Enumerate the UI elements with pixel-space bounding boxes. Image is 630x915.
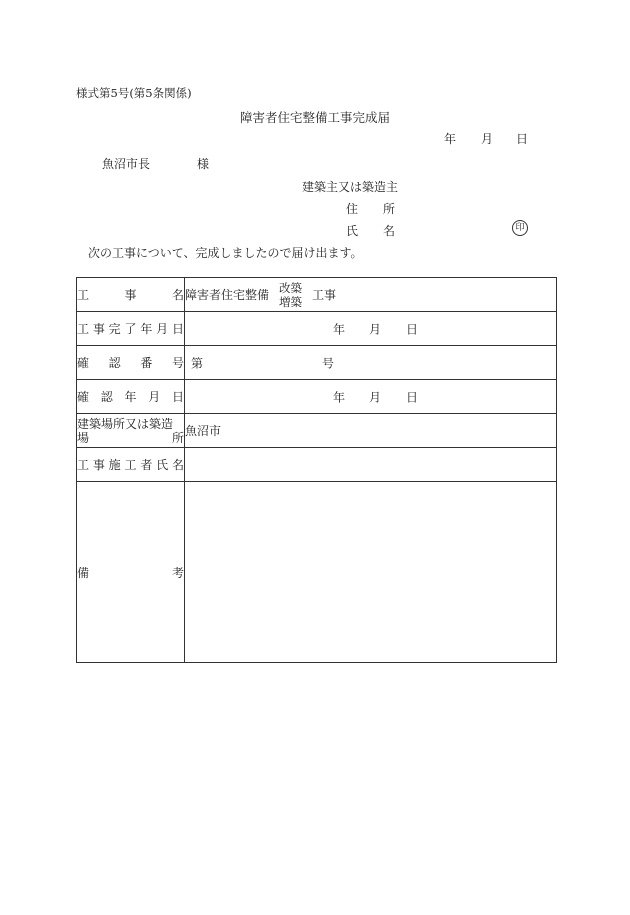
confirmation-date-label bbox=[77, 380, 185, 414]
addressee-honorific: 様 bbox=[197, 157, 210, 171]
label-char: 氏 bbox=[156, 458, 169, 472]
row-site bbox=[77, 414, 557, 448]
row-completion-date bbox=[77, 312, 557, 346]
label-char: 月 bbox=[148, 390, 161, 404]
label-char: 年 bbox=[124, 390, 137, 404]
row-work-name bbox=[77, 278, 557, 312]
label-char: 考 bbox=[171, 565, 184, 580]
label-char: 日 bbox=[171, 322, 184, 336]
label-char: 確 bbox=[77, 356, 90, 370]
label-char: 名 bbox=[171, 288, 184, 302]
row-confirmation-number bbox=[77, 346, 557, 380]
name-label-char-1: 氏 bbox=[346, 224, 359, 238]
year-label: 年 bbox=[444, 132, 457, 146]
form-number: 様式第5号(第5条関係) bbox=[76, 86, 192, 100]
completion-date-field[interactable] bbox=[185, 312, 557, 346]
address-label-char-1: 住 bbox=[346, 202, 359, 216]
contractor-field[interactable] bbox=[185, 448, 557, 482]
confirmation-number-field[interactable] bbox=[185, 346, 557, 380]
label-char: 日 bbox=[171, 390, 184, 404]
row-confirmation-date bbox=[77, 380, 557, 414]
label-char: 月 bbox=[156, 322, 169, 336]
addressee bbox=[102, 155, 210, 172]
label-char: 者 bbox=[140, 458, 153, 472]
day-label: 日 bbox=[406, 390, 419, 404]
document-title: 障害者住宅整備工事完成届 bbox=[239, 110, 390, 125]
year-label: 年 bbox=[333, 322, 346, 336]
row-remarks bbox=[77, 482, 557, 663]
completion-form-table bbox=[76, 277, 557, 663]
month-label: 月 bbox=[481, 132, 494, 146]
month-label: 月 bbox=[369, 322, 382, 336]
site-label bbox=[77, 414, 185, 448]
year-label: 年 bbox=[333, 390, 346, 404]
option-extension[interactable]: 増築 bbox=[279, 294, 303, 309]
number-suffix: 号 bbox=[322, 356, 335, 370]
site-label-line-2 bbox=[77, 431, 184, 445]
month-label: 月 bbox=[369, 390, 382, 404]
work-type-options[interactable] bbox=[279, 281, 302, 309]
label-char: 施 bbox=[108, 458, 121, 472]
label-char: 備 bbox=[77, 565, 90, 580]
confirmation-number-label bbox=[77, 346, 185, 380]
label-char: 名 bbox=[171, 458, 184, 472]
label-char: 了 bbox=[124, 322, 137, 336]
work-name-label bbox=[77, 278, 185, 312]
addressee-name: 魚沼市長 bbox=[102, 157, 151, 171]
site-value: 魚沼市 bbox=[185, 424, 222, 438]
label-char: 所 bbox=[171, 430, 184, 445]
label-char: 年 bbox=[140, 322, 153, 336]
site-field[interactable] bbox=[185, 414, 557, 448]
name-label-char-2: 名 bbox=[383, 224, 396, 238]
day-label: 日 bbox=[406, 322, 419, 336]
label-char: 工 bbox=[124, 458, 137, 472]
label-char: 認 bbox=[100, 390, 113, 404]
label-char: 事 bbox=[92, 458, 105, 472]
number-prefix: 第 bbox=[191, 356, 204, 370]
label-char: 完 bbox=[108, 322, 121, 336]
label-char: 号 bbox=[171, 356, 184, 370]
seal-mark: 印 bbox=[512, 220, 528, 236]
remarks-field[interactable] bbox=[185, 482, 557, 663]
remarks-label bbox=[77, 482, 185, 663]
label-char: 番 bbox=[140, 356, 153, 370]
confirmation-date-field[interactable] bbox=[185, 380, 557, 414]
option-renovation[interactable]: 改築 bbox=[279, 280, 303, 295]
work-name-field[interactable] bbox=[185, 278, 557, 312]
label-char: 認 bbox=[108, 356, 121, 370]
day-label: 日 bbox=[516, 132, 529, 146]
label-char: 事 bbox=[92, 322, 105, 336]
label-char: 工 bbox=[77, 458, 90, 472]
work-name-prefix: 障害者住宅整備 bbox=[185, 288, 270, 302]
applicant-heading: 建築主又は築造主 bbox=[302, 180, 399, 194]
label-char: 確 bbox=[77, 390, 90, 404]
intro-statement: 次の工事について、完成しましたので届け出ます。 bbox=[88, 246, 363, 260]
work-name-suffix: 工事 bbox=[312, 288, 337, 302]
completion-date-label bbox=[77, 312, 185, 346]
label-char: 工 bbox=[77, 288, 90, 302]
address-label-char-2: 所 bbox=[383, 202, 396, 216]
contractor-label bbox=[77, 448, 185, 482]
site-label-line-1: 建築場所又は築造 bbox=[77, 416, 174, 431]
label-char: 工 bbox=[77, 322, 90, 336]
row-contractor bbox=[77, 448, 557, 482]
label-char: 場 bbox=[77, 430, 90, 445]
label-char: 事 bbox=[124, 288, 137, 302]
